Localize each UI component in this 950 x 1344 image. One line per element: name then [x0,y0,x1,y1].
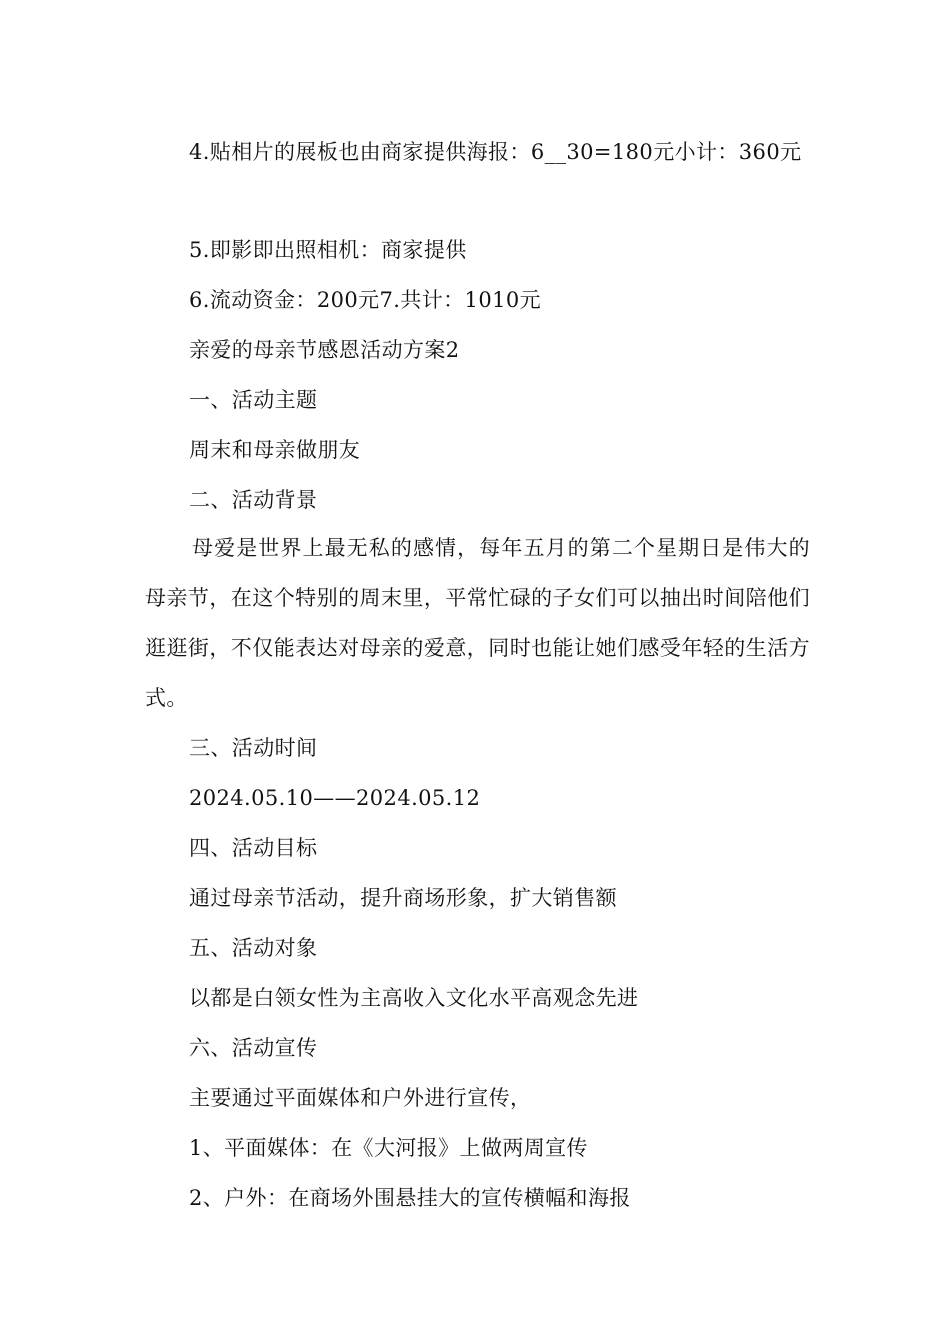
budget-item-4: 4.贴相片的展板也由商家提供海报：6__30=180元小计：360元 [189,140,802,164]
time-text: 2024.05.10——2024.05.12 [189,786,481,810]
background-paragraph: 母爱是世界上最无私的感情，每年五月的第二个星期日是伟大的母亲节，在这个特别的周末里，平常忙碌的子女们可以抽出时间陪他们逛逛街，不仅能表达对母亲的爱意，同时也能让她们感受年轻的生活方式。 [145,536,810,710]
section-heading-time: 三、活动时间 [189,736,318,760]
theme-text: 周末和母亲做朋友 [189,438,361,462]
promotion-item-2: 2、户外：在商场外围悬挂大的宣传横幅和海报 [189,1186,631,1210]
section-heading-promotion: 六、活动宣传 [189,1036,318,1060]
promotion-item-1: 1、平面媒体：在《大河报》上做两周宣传 [189,1136,588,1160]
promotion-intro: 主要通过平面媒体和户外进行宣传， [189,1086,532,1110]
plan-title: 亲爱的母亲节感恩活动方案2 [189,338,460,362]
section-heading-background: 二、活动背景 [189,488,318,512]
section-heading-audience: 五、活动对象 [189,936,318,960]
budget-item-6-7: 6.流动资金：200元7.共计：1010元 [189,288,541,312]
section-heading-theme: 一、活动主题 [189,388,318,412]
budget-item-5: 5.即影即出照相机：商家提供 [189,238,467,262]
audience-text: 以都是白领女性为主高收入文化水平高观念先进 [189,986,639,1010]
section-heading-goal: 四、活动目标 [189,836,318,860]
goal-text: 通过母亲节活动，提升商场形象，扩大销售额 [189,886,617,910]
